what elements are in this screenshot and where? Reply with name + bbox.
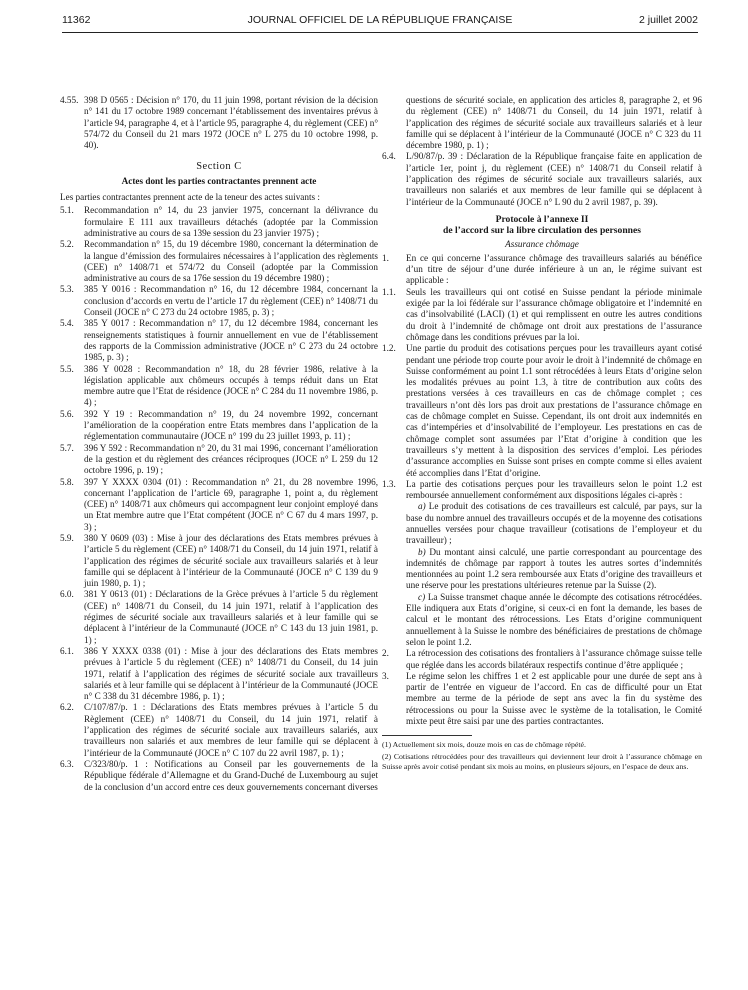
section-subtitle: Actes dont les parties contractantes prennent acte — [121, 175, 317, 186]
right-column — [382, 95, 702, 773]
item-number: 6.4. — [382, 151, 396, 162]
subparagraph-text: Le produit des cotisations de ces travailleurs est calculé, par pays, sur la base du nombre annuel des travailleurs occupés et de la moyenne des cotisations annuelles versées pour chaque travailleur (cotisations de l’employeur et du travailleur) ; — [406, 501, 702, 546]
item-text: 397 Y XXXX 0304 (01) : Recommandation n° 21, du 28 novembre 1996, concernant l’application de l’article 69, paragraphe 1, point a, du règlement (CEE) n° 1408/71 aux chômeurs qui accompagnent leur conjoint employé dans un Etat membre autre que l’Etat compétent (JOCE n° C 67 du 4 mars 1997, p. 3) ; — [84, 476, 378, 532]
point-text: Le régime selon les chiffres 1 et 2 est applicable pour une durée de sept ans à partir de l’entrée en vigueur de l’accord. En cas de difficulté pour un Etat membre au terme de la période de sept ans avec la fin du système des rétrocessions ou pour la Suisse avec le système de la totalisation, le Comité mixte peut être saisi par une des parties contractantes. — [406, 670, 702, 727]
point-1-3-subparagraphs — [382, 501, 702, 648]
act-item — [60, 646, 378, 702]
act-item — [60, 239, 378, 284]
item-text: 380 Y 0609 (03) : Mise à jour des déclarations des Etats membres prévues à l’article 5 du règlement (CEE) n° 1408/71 du Conseil, du 14 juin 1971, relatif à l’application des régimes de sécurité sociale aux travailleurs salariés et à leur famille qui se déplacent à l’intérieur de la Communauté (JOCE n° C 139 du 9 juin 1980, p. 1) ; — [84, 532, 378, 589]
act-item — [60, 533, 378, 589]
point-text: Une partie du produit des cotisations perçues pour les travailleurs ayant cotisé pendant une période trop courte pour avoir le droit à l’indemnité de chômage en Suisse conformément au point 1.1 sont rétrocédées à leurs Etats d’origine selon les modalités prévues au point 1.3, à titre de contribution aux coûts des prestations versées à ces travailleurs en cas de chômage complet ; ces travailleurs n’ont dès lors pas droit aux prestations de l’assurance chômage en cas de chômage complet en Suisse. Cependant, ils ont droit aux indemnités en cas d’intempéries et d’insolvabilité de l’employeur. Les prestations en cas de chômage complet sont assumées par l’Etat d’origine à condition que les travailleurs s’y mettent à la disposition des services d’emploi. Les périodes d’assurance accomplies en Suisse sont prises en compte comme si elles avaient été accomplies dans l’Etat d’origine. — [406, 343, 702, 478]
item-text: 385 Y 0017 : Recommandation n° 17, du 12 décembre 1984, concernant les renseignements statistiques à fournir annuellement en vue de l’établissement des rapports de la Commission administrative (JOCE n° C 273 du 24 octobre 1985, p. 3) ; — [84, 318, 378, 363]
item-text: C/323/80/p. 1 : Notifications au Conseil par les gouvernements de la République fédérale d’Allemagne et du Grand-Duché de Luxembourg au sujet de la conclusion d’un accord entre ces deux gouvernements concernant diverses — [84, 758, 378, 792]
item-number: 5.7. — [60, 442, 74, 453]
page-number: 11362 — [62, 14, 91, 26]
header-rule — [62, 32, 698, 33]
protocol-title-line-1: Protocole à l’annexe II — [495, 213, 589, 225]
point-3 — [382, 671, 702, 727]
journal-title: JOURNAL OFFICIEL DE LA RÉPUBLIQUE FRANÇAISE — [247, 14, 513, 26]
item-number: 5.4. — [60, 318, 74, 329]
protocol-title — [382, 214, 702, 237]
item-text: 386 Y 0028 : Recommandation n° 18, du 28 février 1986, relative à la législation applicable aux chômeurs occupés à temps réduit dans un Etat membre autre que l’Etat de résidence (JOCE n° C 284 du 11 novembre 1986, p. 4) ; — [84, 363, 378, 408]
acts-list — [60, 205, 378, 792]
point-text: La partie des cotisations perçues pour les travailleurs selon le point 1.2 est remboursée annuellement conformément aux dispositions légales ci-après : — [406, 478, 702, 501]
footnote-1: (1) Actuellement six mois, douze mois en cas de chômage répété. — [382, 740, 586, 750]
point-number: 1.1. — [382, 286, 396, 297]
item-text: 381 Y 0613 (01) : Déclarations de la Grèce prévues à l’article 5 du règlement (CEE) n° 1408/71 du Conseil, du 14 juin 1971, relatif à l’application des régimes de sécurité sociale aux travailleurs salariés et à leur famille qui se déplacent à l’intérieur de la Communauté (JOCE n° C 143 du 13 juin 1981, p. 1) ; — [84, 589, 378, 645]
publication-date: 2 juillet 2002 — [639, 14, 698, 26]
item-number: 5.6. — [60, 408, 74, 419]
item-number: 6.2. — [60, 702, 74, 713]
item-text: Recommandation n° 14, du 23 janvier 1975, concernant la délivrance du formulaire E 111 aux travailleurs détachés (adoptée par la Commission administrative au cours de sa 139e session du 23 janvier 1975) ; — [84, 205, 378, 238]
item-text: L/90/87/p. 39 : Déclaration de la République française faite en application de l’article 1er, point j, du règlement (CEE) n° 1408/71 du Conseil relatif à l’application des régimes de sécurité sociale aux travailleurs salariés, aux travailleurs non salariés et aux membres de leur famille qui se déplacent à l’intérieur de la Communauté (JOCE n° L 90 du 2 avril 1987, p. 39). — [406, 151, 702, 207]
point-number: 3. — [382, 670, 389, 681]
act-item — [60, 443, 378, 477]
footnote-rule — [382, 735, 472, 736]
item-6-3-continuation: questions de sécurité sociale, en application des articles 8, paragraphe 2, et 96 du règlement (CEE) n° 1408/71 du Conseil, du 14 juin 1971, relatif à l’application des régimes de sécurité sociale aux travailleurs salariés et à leur famille qui se déplacent à l’intérieur de la Communauté (JOCE n° C 323 du 11 décembre 1980, p. 1) ; — [406, 95, 702, 151]
section-intro: Les parties contractantes prennent acte de la teneur des actes suivants : — [60, 192, 320, 203]
point-1 — [382, 253, 702, 287]
item-number: 5.9. — [60, 532, 74, 543]
point-text: En ce qui concerne l’assurance chômage des travailleurs salariés au bénéfice d’un titre de séjour d’une durée inférieure à un an, le régime suivant est applicable : — [406, 252, 702, 286]
item-text: C/107/87/p. 1 : Déclarations des Etats membres prévues à l’article 5 du Règlement (CEE) n° 1408/71 du Conseil, du 14 juin 1971, relatif à l’application des régimes de sécurité sociale aux travailleurs salariés, aux travailleurs non salariés et aux membres de leur famille qui se déplacent à l’intérieur de la Communauté (JOCE n° C 107 du 22 avril 1987, p. 1) ; — [84, 702, 378, 758]
item-text: 385 Y 0016 : Recommandation n° 16, du 12 décembre 1984, concernant la conclusion d’accords en vertu de l’article 17 du règlement (CEE) n° 1408/71 du Conseil (JOCE n° C 273 du 24 octobre 1985, p. 3) ; — [84, 284, 379, 318]
protocol-subtitle: Assurance chômage — [505, 238, 579, 249]
item-4-55 — [60, 95, 378, 151]
item-number: 4.55. — [60, 95, 79, 105]
item-text: 396 Y 592 : Recommandation n° 20, du 31 mai 1996, concernant l’amélioration de la gestion et du règlement des créances réciproques (JOCE n° L 259 du 12 octobre 1996, p. 19) ; — [84, 442, 378, 476]
act-item — [60, 702, 378, 758]
point-1-1 — [382, 287, 702, 343]
act-item — [60, 318, 378, 363]
subparagraph-label: c) — [418, 591, 426, 602]
act-item — [60, 409, 378, 443]
subparagraph-a — [406, 501, 702, 546]
item-text: 386 Y XXXX 0338 (01) : Mise à jour des déclarations des Etats membres prévues à l’article 5 du règlement (CEE) n° 1408/71 du Conseil, du 14 juin 1971, relatif à l’application des régimes de sécurité sociale aux travailleurs salariés et à leur famille qui se déplacent à l’intérieur de la Communauté (JOCE n° C 338 du 31 décembre 1986, p. 1) ; — [84, 645, 378, 702]
point-number: 1.2. — [382, 343, 396, 354]
point-number: 1.3. — [382, 478, 396, 489]
point-number: 2. — [382, 648, 389, 659]
point-text: Seuls les travailleurs qui ont cotisé en Suisse pendant la période minimale exigée par la loi fédérale sur l’assurance chômage obligatoire et l’indemnité en cas d’insolvabilité (LACI) (1) et qui remplissent en outre les autres conditions du droit à l’indemnité de chômage ont droit aux prestations de l’assurance chômage dans les conditions prévues par la loi. — [406, 286, 702, 342]
act-item — [60, 589, 378, 645]
item-text: 392 Y 19 : Recommandation n° 19, du 24 novembre 1992, concernant l’amélioration de la coopération entre Etats membres dans l’application de la réglementation communautaire (JOCE n° 199 du 23 juillet 1993, p. 11) ; — [84, 408, 378, 442]
subparagraph-text: La Suisse transmet chaque année le décompte des cotisations rétrocédées. Elle indiquera aux Etats d’origine, si ceux-ci en font la demande, les bases de calcul et le montant des rétrocessions. Les Etats d’origine communiquent annuellement à la Suisse le nombre des bénéficiaires de prestations de chômage selon le point 1.2. — [406, 591, 703, 647]
subparagraph-text: Du montant ainsi calculé, une partie correspondant au pourcentage des indemnités de chômage par rapport à toutes les autres sortes d’indemnités mentionnées au point 1.2 sera remboursée aux Etats d’origine des travailleurs et une réserve pour les prestations ultérieures retenue par la Suisse (2). — [406, 546, 702, 591]
subparagraph-c — [406, 592, 702, 648]
protocol-title-line-2: de l’accord sur la libre circulation des personnes — [442, 225, 641, 237]
act-item — [60, 477, 378, 533]
item-text: Recommandation n° 15, du 19 décembre 1980, concernant la détermination de la langue d’émission des formulaires nécessaires à l’application des règlements (CEE) n° 1408/71 et 574/72 du Conseil (adoptée par la Commission administrative au cours de sa 176e session du 19 décembre 1980) ; — [84, 239, 378, 284]
footnote-2: (2) Cotisations rétrocédées pour des travailleurs qui deviennent leur droit à l’assurance chômage en Suisse après avoir cotisé pendant six mois au moins, en plusieurs séjours, en l’espace de deux ans. — [382, 751, 702, 771]
subparagraph-label: b) — [418, 546, 426, 557]
item-6-4 — [382, 151, 702, 207]
page-header — [62, 14, 698, 30]
point-1-3 — [382, 479, 702, 502]
section-title: Section C — [196, 161, 242, 173]
act-item — [60, 284, 378, 318]
subparagraph-b — [406, 547, 702, 592]
item-number: 5.2. — [60, 239, 74, 250]
item-number: 5.3. — [60, 284, 74, 295]
item-number: 6.1. — [60, 645, 74, 656]
item-text: 398 D 0565 : Décision n° 170, du 11 juin 1998, portant révision de la décision n° 141 du 17 octobre 1989 concernant l’établissement des inventaires prévus à l’article 94, paragraphe 4, et à l’article 95, paragraphe 4, du règlement (CEE) n° 574/72 du Conseil du 21 mars 1972 (JOCE n° L 275 du 10 octobre 1998, p. 40). — [84, 95, 378, 151]
point-number: 1. — [382, 252, 389, 263]
act-item — [60, 205, 378, 239]
act-item — [60, 759, 378, 793]
left-column — [60, 95, 378, 793]
point-1-2 — [382, 343, 702, 479]
point-text: La rétrocession des cotisations des frontaliers à l’assurance chômage suisse telle que réglée dans les accords bilatéraux respectifs continue d’être appliquée ; — [406, 648, 702, 670]
item-number: 5.8. — [60, 476, 74, 487]
item-number: 6.3. — [60, 758, 74, 769]
item-number: 5.1. — [60, 205, 74, 216]
item-number: 5.5. — [60, 363, 74, 374]
point-2 — [382, 648, 702, 671]
act-item — [60, 364, 378, 409]
item-number: 6.0. — [60, 589, 74, 600]
subparagraph-label: a) — [418, 501, 426, 512]
